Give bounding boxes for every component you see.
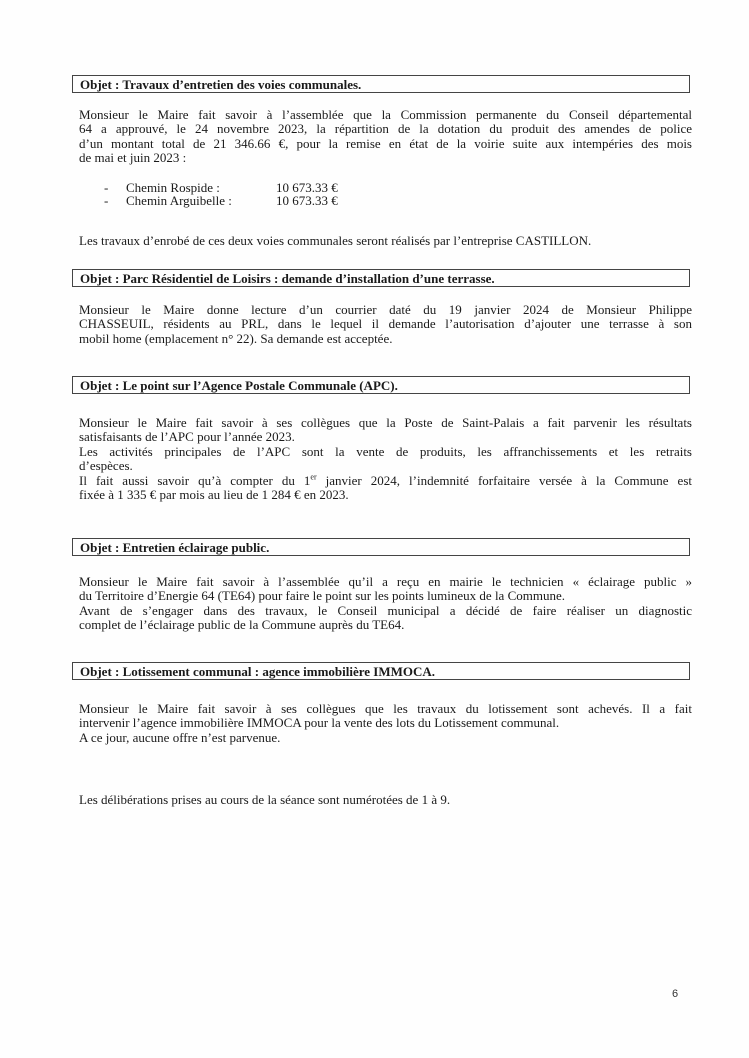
section-paragraph-lotissement [79,702,692,745]
section-heading-prl [72,269,690,287]
paragraph-line-superscript [79,474,692,488]
section-paragraph-prl [79,303,692,346]
list-item-amount: 10 673.33 € [276,193,338,208]
section-heading-text: Objet : Le point sur l’Agence Postale Communale (APC). [80,378,398,393]
section-heading-apc [72,376,690,394]
section-heading-text: Objet : Lotissement communal : agence immobilière IMMOCA. [80,664,436,679]
paragraph-line: Les activités principales de l’APC sont la vente de produits, les affranchissements et les retraits [79,443,692,459]
paragraph-line: CHASSEUIL, résidents au PRL, dans le lequel il demande l’autorisation d’ajouter une terrasse à son [79,316,692,332]
final-note-text: Les délibérations prises au cours de la séance sont numérotées de 1 à 9. [79,792,451,807]
amount-list [104,181,338,207]
list-item-name: Chemin Arguibelle : [126,193,232,208]
section-heading-text: Objet : Travaux d’entretien des voies communales. [80,77,362,92]
paragraph-line: d’un montant total de 21 346.66 €, pour la remise en état de la voirie suite aux intempéries des mois [79,135,692,151]
paragraph-line: 64 a approuvé, le 24 novembre 2023, la répartition de la dotation du produit des amendes de police [79,121,692,137]
paragraph-line: intervenir l’agence immobilière IMMOCA pour la vente des lots du Lotissement communal. [79,715,560,731]
paragraph-line: du Territoire d’Energie 64 (TE64) pour faire le point sur les points lumineux de la Commune. [79,588,565,604]
paragraph-line: mobil home (emplacement n° 22). Sa demande est acceptée. [79,330,393,346]
list-bullet: - [104,180,109,195]
paragraph-line: satisfaisants de l’APC pour l’année 2023. [79,429,295,445]
list-item-name: Chemin Rospide : [126,180,220,195]
section-paragraph-eclairage [79,575,692,633]
section-paragraph-travaux [79,108,692,166]
line-text-after: janvier 2024, l’indemnité forfaitaire versée à la Commune est [316,472,692,488]
section-paragraph-apc [79,416,692,502]
paragraph-line: A ce jour, aucune offre n’est parvenue. [79,729,281,745]
section-heading-travaux [72,75,690,93]
paragraph-line: Monsieur le Maire fait savoir à l’assemblée que la Commission permanente du Conseil départemental [79,107,692,122]
paragraph-line: Monsieur le Maire fait savoir à l’assemblée qu’il a reçu en mairie le technicien « éclairage public » [79,574,692,589]
line-text-before: Il fait aussi savoir qu’à compter du 1 [79,472,311,488]
paragraph-line: complet de l’éclairage public de la Commune auprès du TE64. [79,617,405,633]
paragraph-line: fixée à 1 335 € par mois au lieu de 1 284 € en 2023. [79,487,349,503]
section-closing-travaux [79,234,692,248]
paragraph-line: d’espèces. [79,458,133,474]
paragraph-line: Les travaux d’enrobé de ces deux voies communales seront réalisés par l’entreprise CASTILLON. [79,233,592,248]
page-number: 6 [672,988,679,1000]
list-item [104,194,338,207]
section-heading-lotissement [72,662,690,680]
paragraph-line: Avant de s’engager dans des travaux, le Conseil municipal a décidé de faire réaliser un diagnostic [79,602,692,618]
final-note [79,793,692,807]
paragraph-line: de mai et juin 2023 : [79,150,187,166]
section-heading-eclairage [72,538,690,556]
list-bullet: - [104,193,109,208]
superscript-er: er [310,472,317,482]
list-item-amount: 10 673.33 € [276,180,338,195]
section-heading-text: Objet : Parc Résidentiel de Loisirs : demande d’installation d’une terrasse. [80,271,495,286]
paragraph-line: Monsieur le Maire fait savoir à ses collègues que les travaux du lotissement sont achevés. Il a fait [79,701,692,716]
paragraph-line: Monsieur le Maire donne lecture d’un courrier daté du 19 janvier 2024 de Monsieur Philippe [79,302,692,317]
paragraph-line: Monsieur le Maire fait savoir à ses collègues que la Poste de Saint-Palais a fait parvenir les résultats [79,415,692,430]
section-heading-text: Objet : Entretien éclairage public. [80,540,270,555]
